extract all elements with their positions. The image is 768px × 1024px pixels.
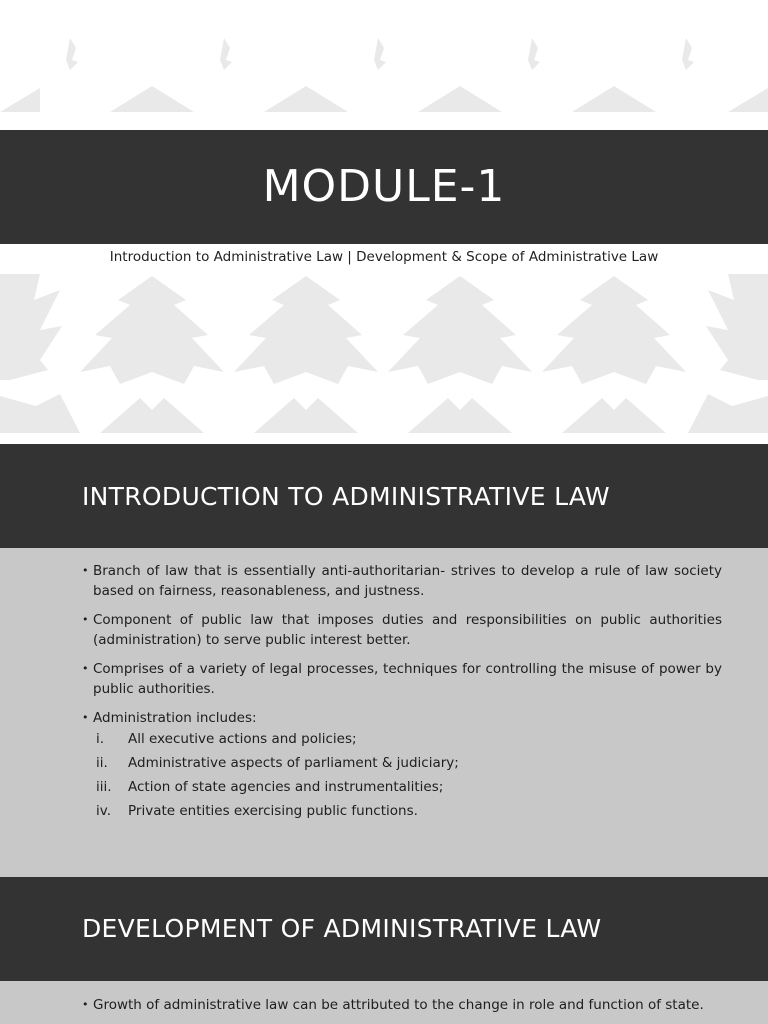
sub-list-item: ii. Administrative aspects of parliament & judiciary; [96,754,459,771]
section-heading: INTRODUCTION TO ADMINISTRATIVE LAW [82,482,610,511]
sub-list [93,730,722,822]
list-item: • Administration includes: i. All executive actions and policies; ii. Administrative aspects of parliament & judiciary; iii. Action of state agencies and instrumentalities; iv. Private entities exercising public functions. [82,709,722,821]
sub-list-item: iii. Action of state agencies and instrumentalities; [96,778,444,795]
introduction-slide [0,444,768,877]
bullet-dot-icon: • [82,998,89,1011]
sub-list-item: i. All executive actions and policies; [96,730,357,747]
development-slide [0,877,768,1024]
bullet-list [82,996,722,1024]
slide-separator [0,433,768,444]
list-item: • Growth of administrative law can be attributed to the change in role and function of state. [82,997,704,1013]
list-item: • Branch of law that is essentially anti-authoritarian- strives to develop a rule of law society based on fairness, reasonableness, and justness. [82,563,722,599]
section-heading: DEVELOPMENT OF ADMINISTRATIVE LAW [82,914,602,943]
bullet-dot-icon: • [82,613,89,626]
list-item: • Comprises of a variety of legal processes, techniques for controlling the misuse of power by public authorities. [82,661,722,697]
list-item: • Component of public law that imposes duties and responsibilities on public authorities (administration) to serve public interest better. [82,612,722,648]
bullet-list [82,562,722,826]
title-slide [0,0,768,433]
bullet-dot-icon: • [82,564,89,577]
subtitle: Introduction to Administrative Law | Development & Scope of Administrative Law [109,249,659,265]
bullet-dot-icon: • [82,711,89,724]
page-title: MODULE-1 [262,161,506,212]
sub-list-item: iv. Private entities exercising public functions. [96,802,418,819]
bullet-dot-icon: • [82,662,89,675]
